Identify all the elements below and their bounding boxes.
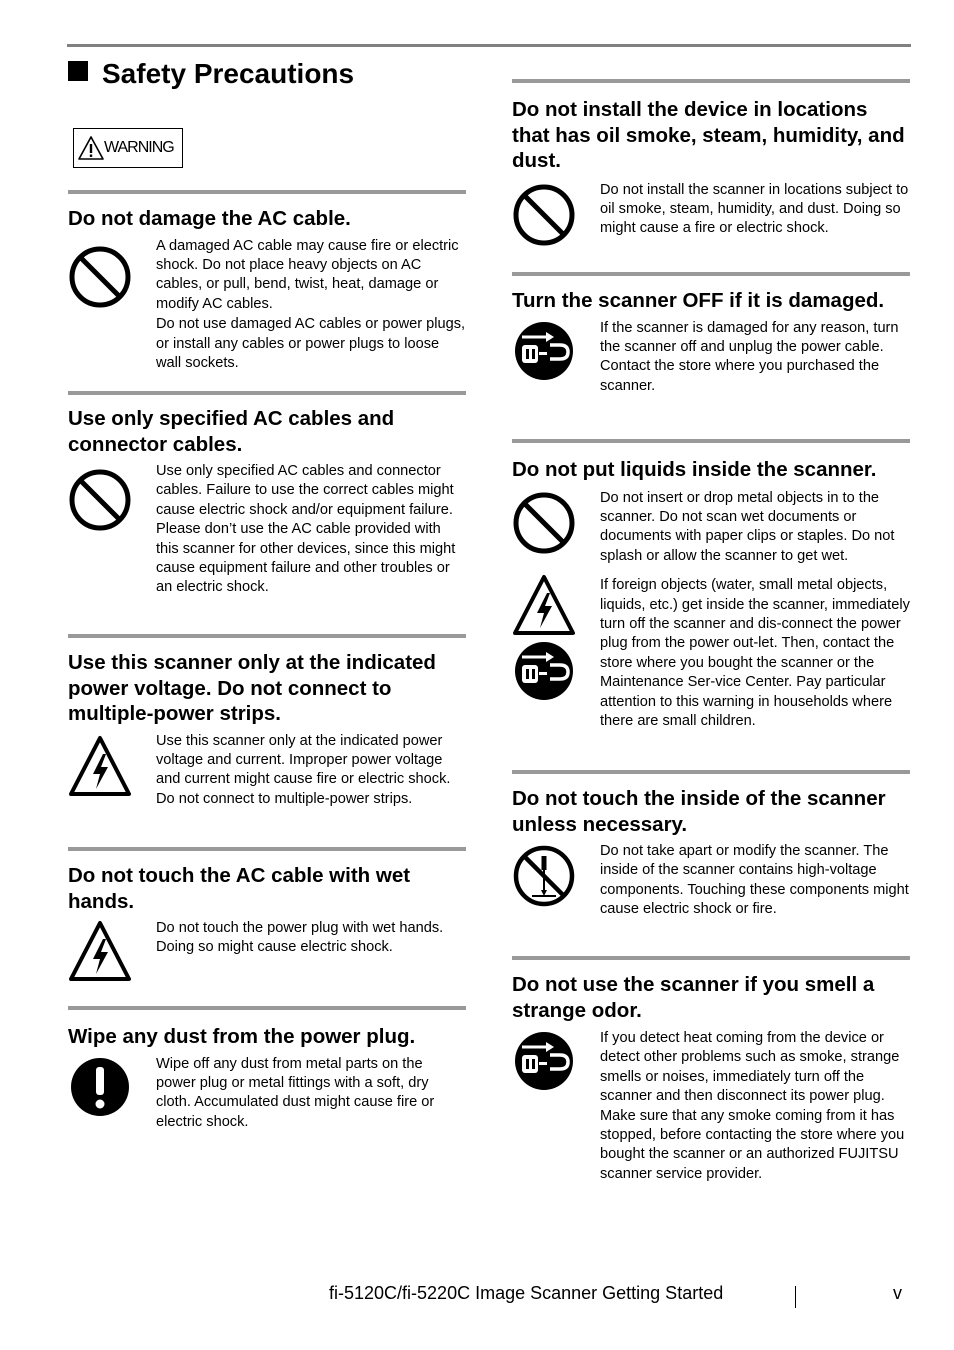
footer-divider <box>795 1286 796 1308</box>
section-title: Do not install the device in locations that has oil smoke, steam, humidity, and dust. <box>512 98 905 172</box>
prohibition-icon <box>512 491 576 555</box>
section-text: A damaged AC cable may cause fire or electric shock. Do not place heavy objects on AC cables, or pull, bend, twist, heat, damage or modify AC cables. <box>156 237 459 312</box>
section-rule <box>512 272 910 276</box>
section-body <box>68 237 466 374</box>
section-rule <box>512 956 910 960</box>
section-strange-odor <box>512 956 910 1184</box>
section-text: Use only specified AC cables and connector cables. Failure to use the correct cables might cause electric shock and/or equipment failure. Please don’t use the AC cable provided with this scanner for other devices, since this might cause equipment failure and other troubles or an electric shock. <box>156 463 456 596</box>
prohibition-icon <box>68 245 132 309</box>
section-rule <box>68 391 466 395</box>
section-title: Do not damage the AC cable. <box>68 207 351 230</box>
warning-triangle-icon <box>77 135 105 161</box>
warning-label: WARNING <box>104 139 174 156</box>
section-body <box>68 919 466 958</box>
section-install-location <box>512 79 910 239</box>
section-inside-scanner <box>512 770 910 920</box>
unplug-icon <box>512 639 576 703</box>
section-text: Do not take apart or modify the scanner. The inside of the scanner contains high-voltage components. Touching these components might cause electric shock or fire. <box>600 843 909 918</box>
section-title: Wipe any dust from the power plug. <box>68 1025 416 1048</box>
section-text: If the scanner is damaged for any reason, turn the scanner off and unplug the power cable. Contact the store where you purchased the scanner. <box>600 319 899 394</box>
electric-shock-warning-icon <box>68 919 132 983</box>
section-rule <box>68 847 466 851</box>
section-title: Do not touch the AC cable with wet hands. <box>68 864 411 913</box>
section-text: If foreign objects (water, small metal objects, liquids, etc.) get inside the scanner, immediately turn off the scanner and dis-connect the power plug from the power out-let. Then, contact the store where you bought the scanner or the Maintenance Ser-vice Center. Pay particular attention to this warning in households where there are small children. <box>600 577 910 729</box>
section-wet-hands <box>68 847 466 958</box>
section-text: Wipe off any dust from metal parts on the power plug or metal fittings with a soft, dry cloth. Accumulated dust might cause fire or electric shock. <box>156 1055 435 1130</box>
section-text: Do not install the scanner in locations subject to oil smoke, steam, humidity, and dust. Doing so might cause a fire or electric shock. <box>600 181 909 237</box>
prohibition-icon <box>512 183 576 247</box>
section-title: Turn the scanner OFF if it is damaged. <box>512 289 885 312</box>
warning-badge <box>73 128 183 168</box>
unplug-icon <box>512 319 576 383</box>
section-text: Do not use damaged AC cables or power plugs, or install any cables or power plugs to loose wall sockets. <box>156 316 466 371</box>
section-text: Do not touch the power plug with wet hands. Doing so might cause electric shock. <box>156 920 444 956</box>
section-power-voltage <box>68 634 466 809</box>
prohibition-icon <box>68 468 132 532</box>
section-title: Use only specified AC cables and connector cables. <box>68 407 395 456</box>
section-text: If you detect heat coming from the device or detect other problems such as smoke, strange smells or noises, immediately turn off the scanner and then disconnect its power plug. Make sure that any smoke coming from it has stopped, before contacting the store where you bought the scanner or an authorized FUJITSU scanner service provider. <box>600 1030 905 1182</box>
section-rule <box>512 79 910 83</box>
section-body <box>512 489 910 732</box>
section-body <box>512 842 910 920</box>
section-title: Do not touch the inside of the scanner unless necessary. <box>512 787 886 836</box>
section-body <box>68 1055 466 1133</box>
section-rule <box>512 770 910 774</box>
section-rule <box>68 190 466 194</box>
mandatory-action-icon <box>68 1055 132 1119</box>
page-number: v <box>893 1283 902 1303</box>
electric-shock-warning-icon <box>512 573 576 637</box>
page-title: Safety Precautions <box>68 58 354 90</box>
section-title: Use this scanner only at the indicated power voltage. Do not connect to multiple-power strips. <box>68 651 436 725</box>
footer-title: fi-5120C/fi-5220C Image Scanner Getting Started <box>329 1283 724 1303</box>
section-rule <box>512 439 910 443</box>
section-scanner-damaged <box>512 272 910 396</box>
section-specified-cables <box>68 391 466 598</box>
electric-shock-warning-icon <box>68 734 132 798</box>
section-text: Do not insert or drop metal objects in to the scanner. Do not scan wet documents or documents with paper clips or staples. Do not splash or allow the scanner to get wet. <box>600 489 895 564</box>
square-bullet-icon <box>68 61 88 81</box>
section-rule <box>68 634 466 638</box>
top-rule <box>67 44 911 47</box>
no-disassembly-icon <box>512 844 576 908</box>
section-rule <box>68 1006 466 1010</box>
section-text: Use this scanner only at the indicated power voltage and current. Improper power voltage and current might cause fire or electric shock. Do not connect to multiple-power strips. <box>156 732 451 807</box>
section-body <box>512 1029 910 1184</box>
section-body <box>512 181 910 239</box>
section-title: Do not use the scanner if you smell a strange odor. <box>512 973 875 1022</box>
unplug-icon <box>512 1029 576 1093</box>
section-liquids <box>512 439 910 731</box>
section-body <box>512 319 910 397</box>
section-dust-plug <box>68 1006 466 1132</box>
section-body <box>68 732 466 810</box>
section-title: Do not put liquids inside the scanner. <box>512 458 877 481</box>
section-body <box>68 462 466 598</box>
section-ac-cable-damage <box>68 190 466 373</box>
